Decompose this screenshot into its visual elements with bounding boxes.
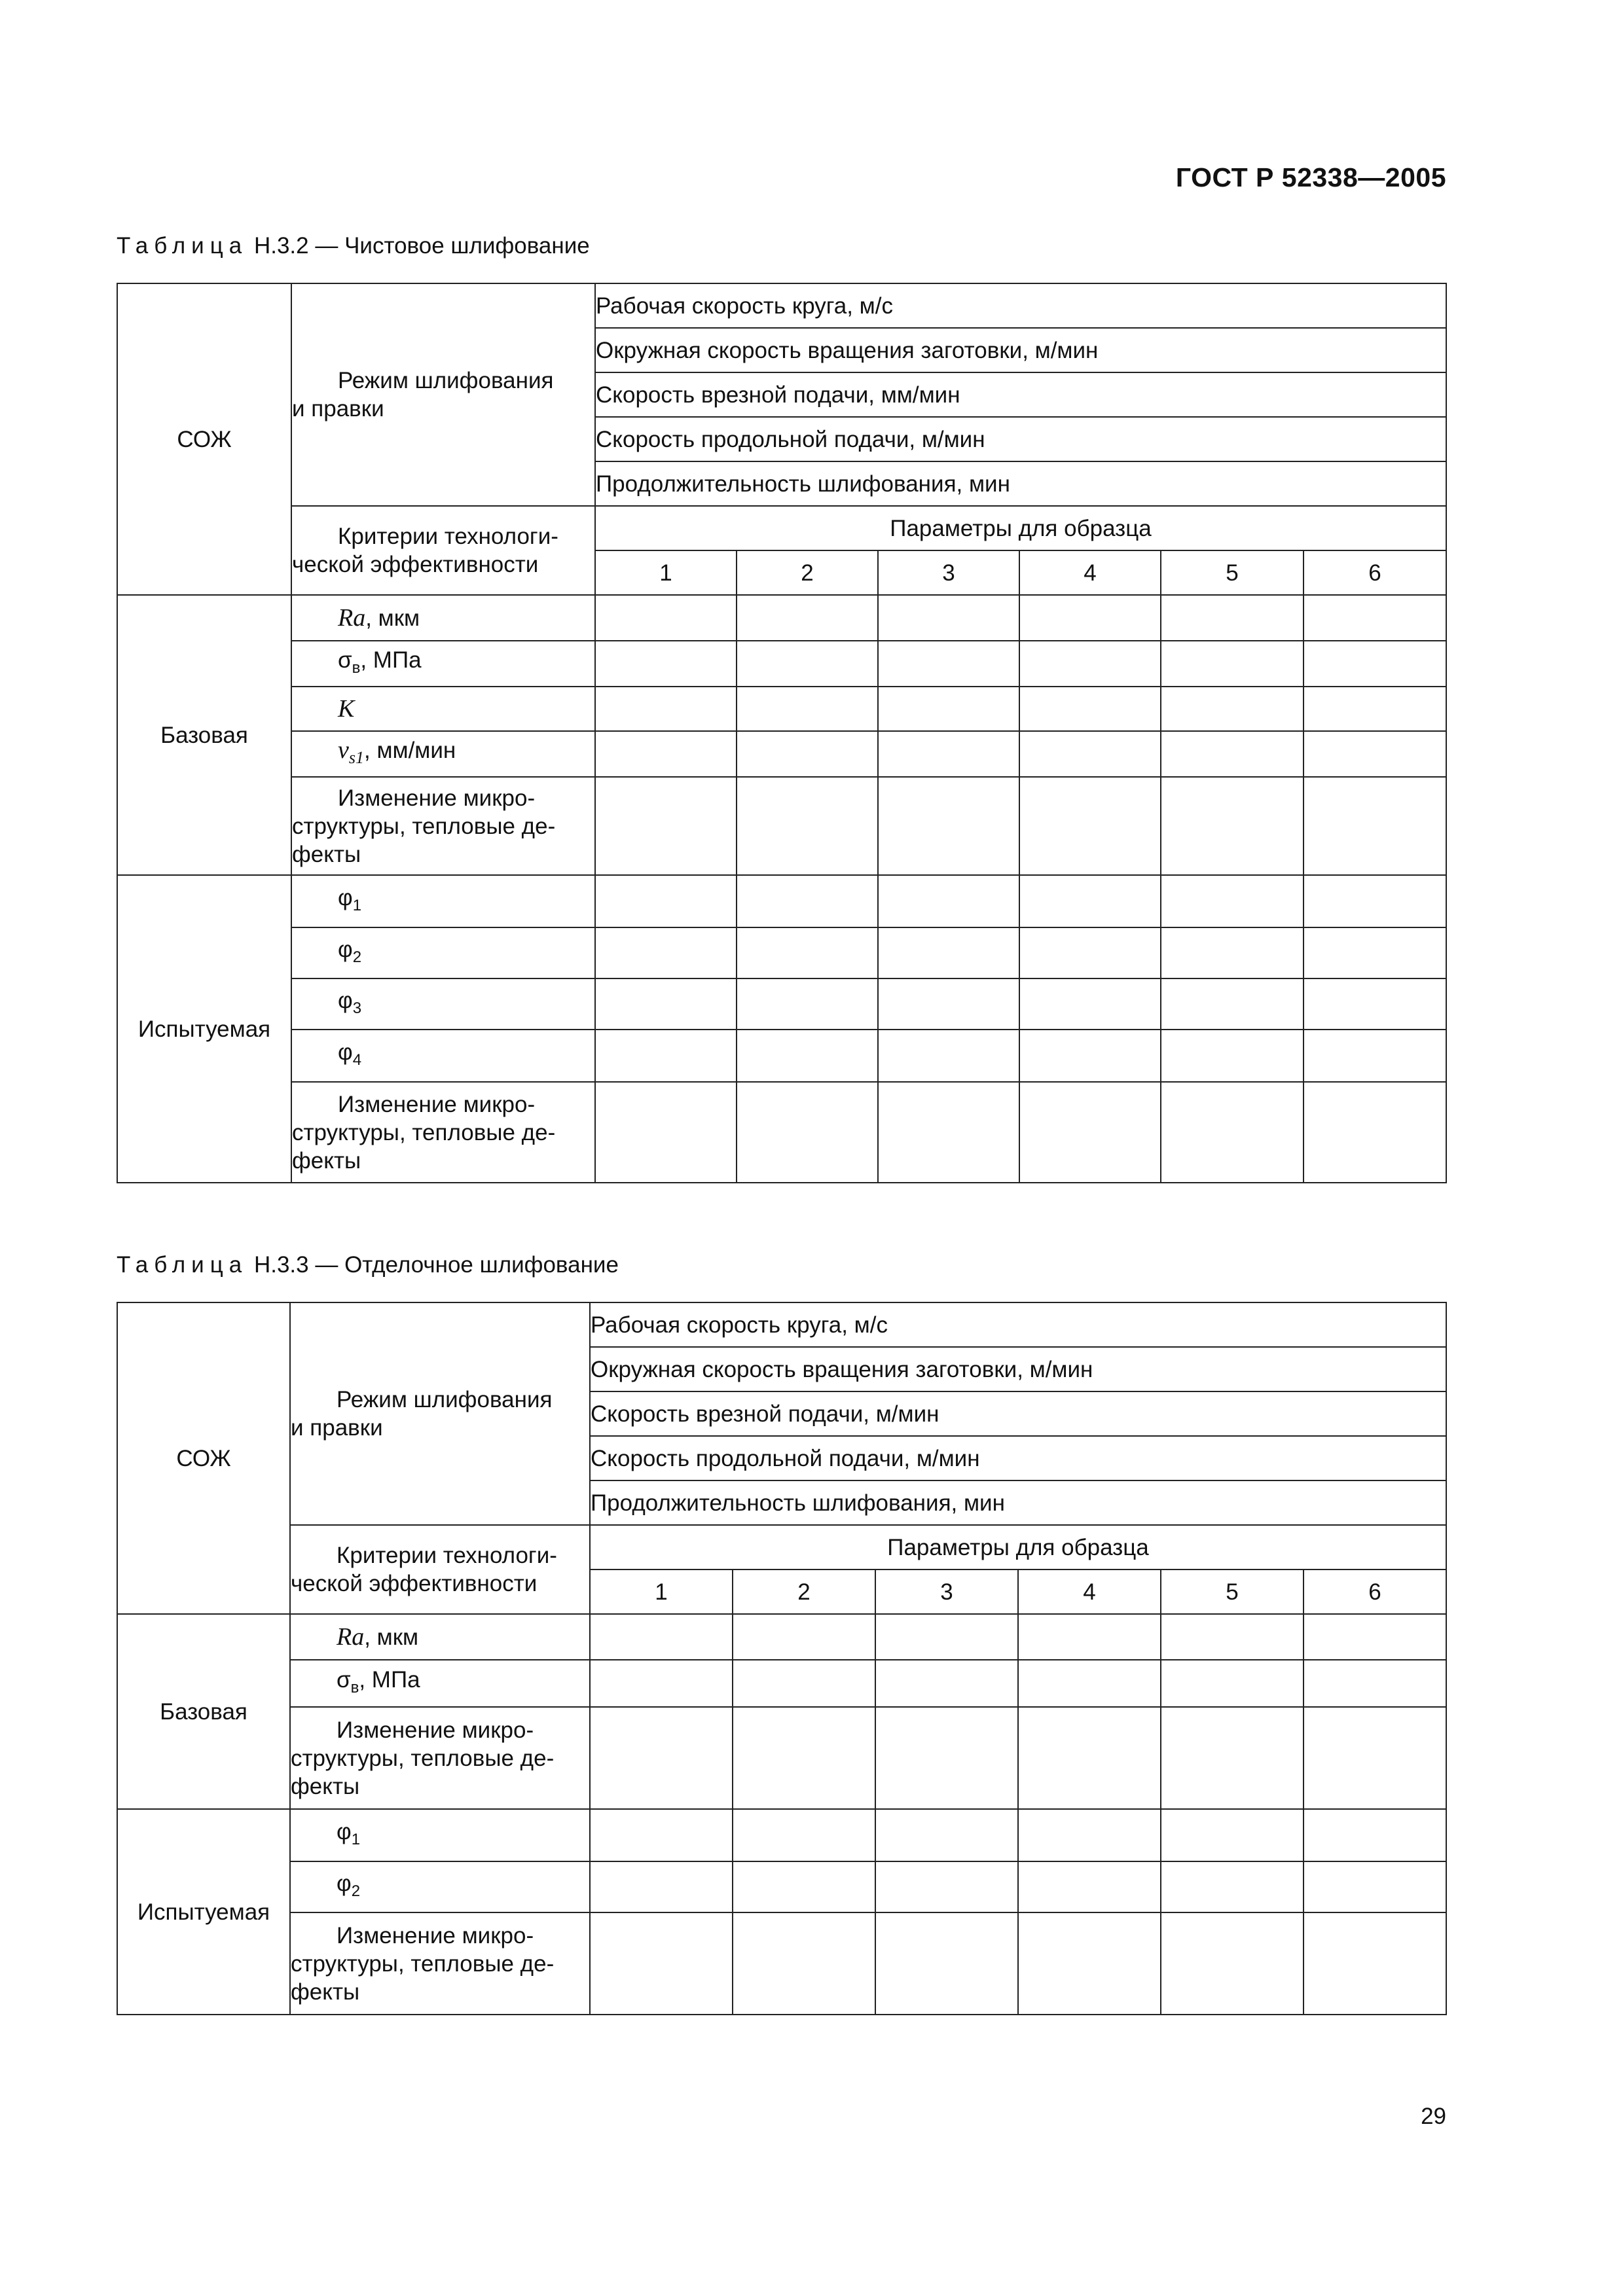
table1-mode-param: Продолжительность шлифования, мин: [595, 461, 1446, 506]
micro-line2: структуры, тепловые де-: [291, 1950, 555, 1977]
table2-row-phi2: [117, 1861, 1446, 1912]
table2-criteria-line2: ческой эффективности: [291, 1571, 538, 1596]
table1-mode-label-line2: и правки: [292, 396, 384, 422]
phi-subscript: 4: [352, 1050, 362, 1069]
phi-symbol: φ: [338, 884, 353, 910]
table1-row-sigma: [117, 641, 1446, 687]
table1-row-phi2: [117, 927, 1446, 978]
table1-coolant-cell: СОЖ: [117, 283, 291, 595]
table2-sample-number: 1: [590, 1570, 733, 1614]
table2-base-micro-label: [290, 1707, 590, 1809]
micro-line1: Изменение микро-: [338, 785, 536, 811]
sigma-symbol: σ: [338, 647, 352, 673]
table1-phi3-label: [291, 978, 595, 1030]
phi-symbol: φ: [337, 1818, 352, 1844]
table2-row-phi1: [117, 1809, 1446, 1861]
table1-sample-number: 2: [737, 550, 878, 595]
table1-row-phi3: [117, 978, 1446, 1030]
ra-symbol: Ra: [338, 603, 366, 632]
table1-phi1-label: [291, 875, 595, 927]
ra-unit: , мкм: [364, 1624, 419, 1650]
table1-criteria-line2: ческой эффективности: [292, 552, 539, 577]
table1-mode-param: Скорость продольной подачи, м/мин: [595, 417, 1446, 461]
table1-row-micro-test: [117, 1082, 1446, 1183]
table1-mode-param: Скорость врезной подачи, мм/мин: [595, 372, 1446, 417]
table2-row-micro-test: [117, 1912, 1446, 2015]
v-subscript: s1: [348, 748, 364, 767]
table1-sample-number: 5: [1161, 550, 1304, 595]
k-symbol: K: [338, 694, 355, 723]
table2-phi2-label: [290, 1861, 590, 1912]
phi-subscript: 1: [351, 1830, 361, 1848]
table1-row-ra: [117, 595, 1446, 641]
table2-row-ra: [117, 1614, 1446, 1660]
table2-finishing-grinding: [117, 1302, 1447, 2015]
table2-row-sigma: [117, 1660, 1446, 1707]
ra-unit: , мкм: [365, 605, 420, 631]
table1-k-label: [291, 687, 595, 731]
table2-mode-label-line1: Режим шлифования: [337, 1387, 553, 1412]
table1-mode-label-line1: Режим шлифования: [338, 368, 554, 393]
table1-sample-number: 4: [1019, 550, 1161, 595]
table2-test-micro-label: [290, 1912, 590, 2015]
page-number: 29: [1421, 2104, 1446, 2129]
table2-criteria-line1: Критерии технологи-: [337, 1543, 557, 1568]
phi-symbol: φ: [338, 936, 353, 962]
table1-caption-text: Н.3.2 — Чистовое шлифование: [253, 233, 590, 259]
phi-subscript: 1: [352, 896, 362, 914]
table1-sigma-label: [291, 641, 595, 687]
table1-test-label: Испытуемая: [117, 875, 291, 1183]
phi-subscript: 3: [352, 999, 362, 1017]
table2-mode-label: [290, 1302, 590, 1525]
table2-phi1-label: [290, 1809, 590, 1861]
sigma-subscript: в: [352, 658, 361, 677]
ra-symbol: Ra: [337, 1623, 365, 1651]
micro-line3: фекты: [292, 1147, 361, 1174]
table2-caption: [117, 1252, 619, 1278]
table1-criteria-line1: Критерии технологи-: [338, 524, 558, 549]
phi-symbol: φ: [337, 1870, 352, 1896]
sigma-symbol: σ: [337, 1666, 351, 1693]
table2-base-label: Базовая: [117, 1614, 290, 1809]
table2-row-micro-base: [117, 1707, 1446, 1809]
table1-fine-grinding: [117, 283, 1447, 1183]
table1-sample-number: 3: [878, 550, 1019, 595]
table1-base-micro-label: [291, 777, 595, 875]
table2-sample-number: 4: [1018, 1570, 1161, 1614]
table1-caption: [117, 233, 590, 259]
micro-line3: фекты: [291, 1979, 360, 2005]
table2-mode-param: Скорость врезной подачи, м/мин: [590, 1391, 1446, 1436]
table1-sample-number: 6: [1304, 550, 1446, 595]
table1-v-label: [291, 731, 595, 777]
table1-row-k: [117, 687, 1446, 731]
phi-symbol: φ: [338, 987, 353, 1013]
micro-line2: структуры, тепловые де-: [291, 1745, 555, 1771]
table2-mode-label-line2: и правки: [291, 1415, 383, 1441]
table1-test-micro-label: [291, 1082, 595, 1183]
micro-line3: фекты: [292, 841, 361, 867]
table2-test-label: Испытуемая: [117, 1809, 290, 2015]
v-symbol: v: [338, 736, 349, 764]
table2-mode-param: Продолжительность шлифования, мин: [590, 1480, 1446, 1525]
table1-sample-params-header: Параметры для образца: [595, 506, 1446, 550]
table1-row-phi1: [117, 875, 1446, 927]
table1-criteria-label: [291, 506, 595, 595]
table2-sigma-label: [290, 1660, 590, 1707]
micro-line3: фекты: [291, 1773, 360, 1799]
table1-row-v: [117, 731, 1446, 777]
micro-line1: Изменение микро-: [337, 1717, 534, 1743]
table1-mode-param: Рабочая скорость круга, м/с: [595, 283, 1446, 328]
table1-row-phi4: [117, 1030, 1446, 1082]
table1-mode-param: Окружная скорость вращения заготовки, м/мин: [595, 328, 1446, 372]
table2-coolant-cell: СОЖ: [117, 1302, 290, 1614]
micro-line1: Изменение микро-: [338, 1091, 536, 1117]
table2-sample-number: 2: [733, 1570, 875, 1614]
sigma-subscript: в: [350, 1678, 359, 1696]
table2-caption-text: Н.3.3 — Отделочное шлифование: [253, 1252, 619, 1278]
table2-ra-label: [290, 1614, 590, 1660]
table1-phi4-label: [291, 1030, 595, 1082]
table2-criteria-label: [290, 1525, 590, 1614]
table1-row-micro-base: [117, 777, 1446, 875]
table2-sample-number: 6: [1304, 1570, 1446, 1614]
table1-base-label: Базовая: [117, 595, 291, 875]
table1-ra-label: [291, 595, 595, 641]
table2-sample-params-header: Параметры для образца: [590, 1525, 1446, 1570]
phi-subscript: 2: [351, 1882, 361, 1900]
table2-caption-prefix: Таблица: [117, 1252, 248, 1278]
table1-mode-label: [291, 283, 595, 506]
table1-sample-number: 1: [595, 550, 737, 595]
phi-symbol: φ: [338, 1039, 353, 1065]
micro-line2: структуры, тепловые де-: [292, 1119, 556, 1145]
v-unit: , мм/мин: [364, 738, 456, 763]
sigma-unit: , МПа: [359, 1666, 420, 1693]
micro-line1: Изменение микро-: [337, 1922, 534, 1948]
table1-phi2-label: [291, 927, 595, 978]
phi-subscript: 2: [352, 948, 362, 966]
micro-line2: структуры, тепловые де-: [292, 813, 556, 839]
sigma-unit: , МПа: [360, 647, 422, 673]
table2-sample-number: 3: [875, 1570, 1018, 1614]
table1-caption-prefix: Таблица: [117, 233, 248, 259]
table2-mode-param: Скорость продольной подачи, м/мин: [590, 1436, 1446, 1480]
document-code: ГОСТ Р 52338—2005: [1175, 162, 1446, 192]
table2-mode-param: Окружная скорость вращения заготовки, м/мин: [590, 1347, 1446, 1391]
table2-mode-param: Рабочая скорость круга, м/с: [590, 1302, 1446, 1347]
table2-sample-number: 5: [1161, 1570, 1304, 1614]
